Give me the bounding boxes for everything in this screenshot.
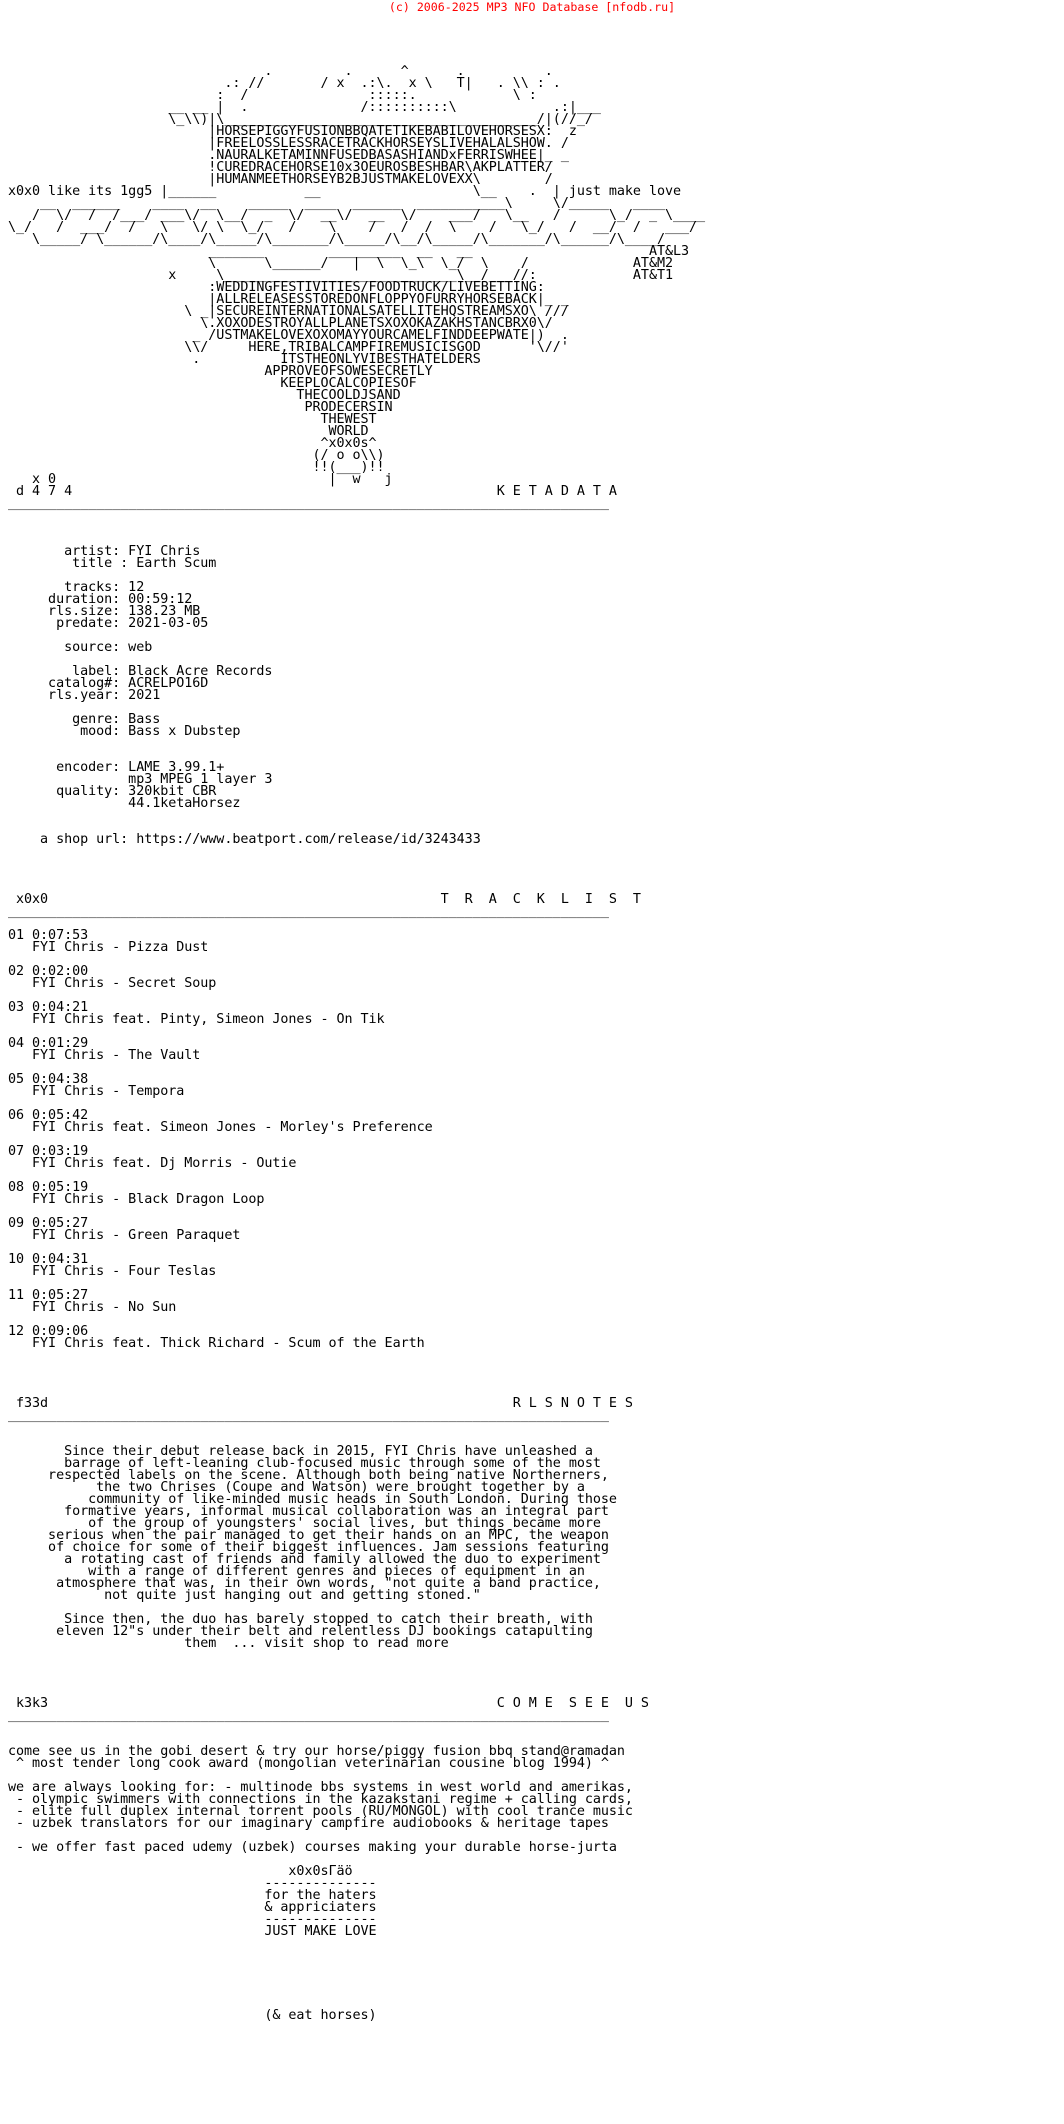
nfo-line: .: // / x .:\. x \ T| . \\ : .	[8, 76, 561, 91]
nfo-line: 07 0:03:19	[8, 1144, 89, 1159]
nfo-line: we are always looking for: - multinode bbs systems in west world and amerikas,	[8, 1780, 633, 1795]
nfo-line: not quite just hanging out and getting stoned."	[8, 1588, 481, 1603]
nfo-line: - uzbek translators for our imaginary campfire audiobooks & heritage tapes	[8, 1816, 609, 1831]
nfo-line: FYI Chris feat. Simeon Jones - Morley's Preference	[8, 1120, 433, 1135]
nfo-line: \.XOXODESTROYALLPLANETSXOXOKAZAKHSTANCBRX0\/	[8, 316, 553, 331]
nfo-line: 12 0:09:06	[8, 1324, 89, 1339]
nfo-line: |HORSEPIGGYFUSIONBBQATETIKEBABILOVEHORSESX: z	[8, 124, 577, 139]
nfo-line: FYI Chris - Black Dragon Loop	[8, 1192, 265, 1207]
nfo-line: artist: FYI Chris	[8, 544, 201, 559]
nfo-line: a shop url: https://www.beatport.com/release/id/3243433	[8, 832, 481, 847]
nfo-line: 03 0:04:21	[8, 1000, 89, 1015]
nfo-line: barrage of left-leaning club-focused music through some of the most	[8, 1456, 601, 1471]
nfo-line: - elite full duplex internal torrent pools (RU/MONGOL) with cool trance music	[8, 1804, 633, 1819]
nfo-line: source: web	[8, 640, 153, 655]
nfodb-copyright-banner[interactable]	[0, 0, 1064, 14]
nfo-line: FYI Chris feat. Pinty, Simeon Jones - On Tik	[8, 1012, 385, 1027]
nfo-line: ^x0x0s^	[8, 436, 377, 451]
nfo-line: WORLD	[8, 424, 369, 439]
nfo-line: 44.1ketaHorsez	[8, 796, 241, 811]
nfo-line: eleven 12"s under their belt and relentless DJ bookings catapulting	[8, 1624, 593, 1639]
nfo-line: ___________________________________________________________________________	[8, 496, 609, 511]
nfo-line: 08 0:05:19	[8, 1180, 89, 1195]
nfo-line: 06 0:05:42	[8, 1108, 89, 1123]
nfo-line: 11 0:05:27	[8, 1288, 89, 1303]
nfo-line: :WEDDINGFESTIVITIES/FOODTRUCK/LIVEBETTING:	[8, 280, 545, 295]
nfo-line: \ \______/ | \ \_\ \_/ \ / AT&M2	[8, 256, 673, 271]
nfo-line: predate: 2021-03-05	[8, 616, 209, 631]
nfo-line: atmosphere that was, in their own words, "not quite a band practice,	[8, 1576, 601, 1591]
nfo-line: \_____/ \______/\____/\_____/\_______/\_____/\__/\_____/\_______/\______/\____/	[8, 232, 665, 247]
nfo-line: FYI Chris feat. Dj Morris - Outie	[8, 1156, 297, 1171]
nfo-line: FYI Chris - Four Teslas	[8, 1264, 217, 1279]
nfo-line: x0x0 T R A C K L I S T	[8, 892, 641, 907]
nfo-line: Since their debut release back in 2015, FYI Chris have unleashed a	[8, 1444, 593, 1459]
nfo-line: |ALLRELEASESSTOREDONFLOPPYOFURRYHORSEBACK|_ _	[8, 292, 569, 307]
nfo-line: 05 0:04:38	[8, 1072, 89, 1087]
nfo-line: community of like-minded music heads in South London. During those	[8, 1492, 617, 1507]
nfo-line: them ... visit shop to read more	[8, 1636, 449, 1651]
nfo-line: THEWEST	[8, 412, 377, 427]
nfo-line: \_/ / ___/ / \ \/ \ \_/ / \ / / / \ / \_/ / __/ / ___/	[8, 220, 698, 235]
nfo-line: THECOOLDJSAND	[8, 388, 401, 403]
nfo-line: ___________________________________________________________________________	[8, 1708, 609, 1723]
nfo-line: --------------	[8, 1876, 377, 1891]
nfo-line: 01 0:07:53	[8, 928, 89, 943]
nfo-line: ^ most tender long cook award (mongolian veterinarian cousine blog 1994) ^	[8, 1756, 609, 1771]
nfo-line: PRODECERSIN	[8, 400, 393, 415]
nfo-line: label: Black Acre Records	[8, 664, 273, 679]
nfo-line: KEEPLOCALCOPIESOF	[8, 376, 417, 391]
nfo-line: duration: 00:59:12	[8, 592, 193, 607]
nfo-line: .NAURALKETAMINNFUSEDBASASHIANDxFERRISWHEE|_ _	[8, 148, 569, 163]
nfo-line: come see us in the gobi desert & try our horse/piggy fusion bbq stand@ramadan	[8, 1744, 625, 1759]
nfo-line: quality: 320kbit CBR	[8, 784, 217, 799]
nfo-line: a rotating cast of friends and family allowed the duo to experiment	[8, 1552, 601, 1567]
nfo-line: __ __ | . /::::::::::\ .:|___	[8, 100, 601, 115]
nfo-line: ___________________________________________________________________________	[8, 904, 609, 919]
nfo-line: (& eat horses)	[8, 2008, 377, 2023]
nfo-line: \\/ HERE,TRIBALCAMPFIREMUSICISGOD '\//'	[8, 340, 569, 355]
nfo-line: 10 0:04:31	[8, 1252, 89, 1267]
nfo-line: - we offer fast paced udemy (uzbek) courses making your durable horse-jurta	[8, 1840, 617, 1855]
nfo-line: f33d R L S N O T E S	[8, 1396, 633, 1411]
nfo-line: FYI Chris - Green Paraquet	[8, 1228, 241, 1243]
nfo-line: genre: Bass	[8, 712, 161, 727]
nfo-line: k3k3 C O M E S E E U S	[8, 1696, 649, 1711]
nfo-line: & appriciaters	[8, 1900, 377, 1915]
nfo-line: encoder: LAME 3.99.1+	[8, 760, 225, 775]
nfo-line: FYI Chris - Tempora	[8, 1084, 185, 1099]
nfo-line: rls.size: 138.23 MB	[8, 604, 201, 619]
nfo-line: APPROVEOFSOWESECRETLY	[8, 364, 433, 379]
nfo-line: --------------	[8, 1912, 377, 1927]
nfo-line: FYI Chris - The Vault	[8, 1048, 201, 1063]
nfo-line: rls.year: 2021	[8, 688, 161, 703]
nfo-line: catalog#: ACRELPO16D	[8, 676, 209, 691]
nfo-line: tracks: 12	[8, 580, 145, 595]
nfo-line: _ /USTMAKELOVEXOXOMAYYOURCAMELFINDDEEPWATE|) .	[8, 328, 569, 343]
nfo-text-document	[8, 66, 705, 2022]
nfo-line: mp3 MPEG 1 layer 3	[8, 772, 273, 787]
nfo-line: 02 0:02:00	[8, 964, 89, 979]
nfo-line: FYI Chris - Secret Soup	[8, 976, 217, 991]
nfo-line: respected labels on the scene. Although both being native Northerners,	[8, 1468, 609, 1483]
nfo-line: ___________________________________________________________________________	[8, 1408, 609, 1423]
nfo-line: Since then, the duo has barely stopped to catch their breath, with	[8, 1612, 593, 1627]
nfo-line: \ _|SECUREINTERNATIONALSATELLITEHQSTREAMSXO\ ///	[8, 304, 569, 319]
nfo-line: . . ^ . .	[8, 64, 553, 79]
nfo-line: x 0 | w j	[8, 472, 393, 487]
nfo-line: !CUREDRACEHORSE10x3OEUROSBESHBAR\AKPLATTER/	[8, 160, 553, 175]
nfo-line: FYI Chris - Pizza Dust	[8, 940, 209, 955]
nfo-line: \_\\)|\_______________________________________/|(//_/	[8, 112, 593, 127]
nfo-line: of the group of youngsters' social lives, but things became more	[8, 1516, 601, 1531]
nfo-line: x \_____________________________\__/___//: AT&T1	[8, 268, 673, 283]
nfo-line: of choice for some of their biggest influences. Jam sessions featuring	[8, 1540, 609, 1555]
nfo-line: mood: Bass x Dubstep	[8, 724, 241, 739]
nfo-line: |FREELOSSLESSRACETRACKHORSEYSLIVEHALALSHOW. /	[8, 136, 569, 151]
nfo-line: title : Earth Scum	[8, 556, 217, 571]
nfo-line: . ITSTHEONLYVIBESTHATELDERS	[8, 352, 481, 367]
nfo-line: FYI Chris feat. Thick Richard - Scum of the Earth	[8, 1336, 425, 1351]
nfo-line: the two Chrises (Coupe and Watson) were brought together by a	[8, 1480, 585, 1495]
nfo-line: formative years, informal musical collaboration was an integral part	[8, 1504, 609, 1519]
nfodb-link[interactable]: (c) 2006-2025 MP3 NFO Database [nfodb.ru]	[388, 0, 676, 14]
nfo-line: - olympic swimmers with connections in the kazakstani regime + calling cards,	[8, 1792, 633, 1807]
nfo-line: / \/ / /___/ ___\/ \__/ _ \/ __\/ __ \/ ___/ \__ / \_/ _ \____	[8, 208, 706, 223]
nfo-line: __ ______ ____ __ _____ ____ ______ ___________\ \/_____ ____	[8, 196, 665, 211]
nfo-line: : / :::::. \ :	[8, 88, 537, 103]
nfo-line: x0x0sГäö	[8, 1864, 353, 1879]
nfo-line: serious when the pair managed to get their hands on an MPC, the weapon	[8, 1528, 609, 1543]
nfo-line: for the haters	[8, 1888, 377, 1903]
nfo-line: d 4 7 4 K E T A D A T A	[8, 484, 617, 499]
nfo-line: |HUMANMEETHORSEYB2BJUSTMAKELOVEXX\ /	[8, 172, 553, 187]
nfo-line: 09 0:05:27	[8, 1216, 89, 1231]
nfo-line: _______ _________ __ __ AT&L3	[8, 244, 690, 259]
nfo-line: FYI Chris - No Sun	[8, 1300, 177, 1315]
nfo-line: !!(___)!!	[8, 460, 385, 475]
nfo-line: x0x0 like its 1gg5 |______ __ \__ . | just make love	[8, 184, 681, 199]
nfo-line: (/ o o\\)	[8, 448, 385, 463]
nfo-line: 04 0:01:29	[8, 1036, 89, 1051]
nfo-line: with a range of different genres and pieces of equipment in an	[8, 1564, 585, 1579]
nfo-line: JUST MAKE LOVE	[8, 1924, 377, 1939]
